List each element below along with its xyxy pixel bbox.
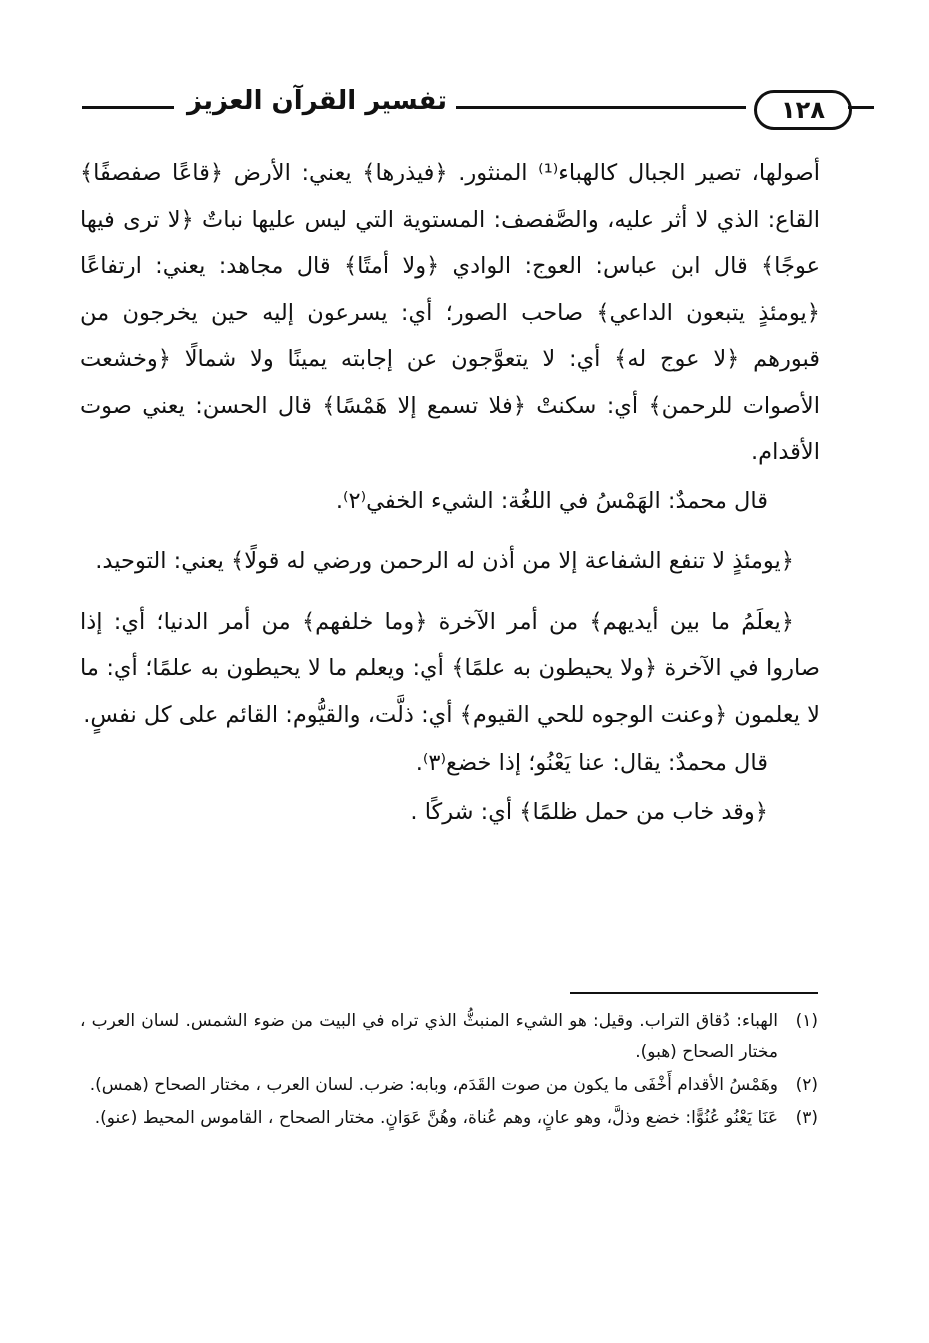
- footnote-number: (١): [795, 1011, 818, 1031]
- footnote-3: [80, 1103, 818, 1134]
- running-title: تفسير القرآن العزيز: [187, 86, 447, 116]
- footnote-text: الهباء: دُقاق التراب. وقيل: هو الشيء المنبثُّ الذي تراه في البيت من ضوء الشمس. لسان العرب ، مختار الصحاح (هبو).: [80, 1011, 778, 1062]
- header-rule-right: [848, 106, 874, 109]
- main-text: [80, 150, 820, 835]
- paragraph-3: ﴿يومئذٍ لا تنفع الشفاعة إلا من أذن له الرحمن ورضي له قولًا﴾ يعني: التوحيد.: [95, 548, 794, 574]
- paragraph-4: ﴿يعلَمُ ما بين أيديهم﴾ من أمر الآخرة ﴿وما خلفهم﴾ من أمر الدنيا؛ أي: إذا صاروا في الآخرة ﴿ولا يحيطون به علمًا﴾ أي: ويعلم ما لا يحيطون به علمًا؛ أي: ما لا يعلمون ﴿وعنت الوجوه للحي القيوم﴾ أي: ذلَّت، والقيُّوم: القائم على كل نفسٍ.: [80, 608, 820, 728]
- page-number: ١٢٨: [754, 90, 852, 130]
- footnotes: [80, 1006, 818, 1136]
- paragraph-1: أصولها، تصير الجبال كالهباء⁽¹⁾ المنثور. ﴿فيذرها﴾ يعني: الأرض ﴿قاعًا صفصفًا﴾ القاع: الذي لا أثر عليه، والصَّفصف: المستوية التي ليس عليها نباتٌ ﴿لا ترى فيها عوجًا﴾ قال ابن عباس: العوج: الوادي ﴿ولا أمتًا﴾ قال مجاهد: يعني: ارتفاعًا ﴿يومئذٍ يتبعون الداعي﴾ صاحب الصور؛ أي: يسرعون إليه حين يخرجون من قبورهم ﴿لا عوج له﴾ أي: لا يتعوَّجون عن إجابته يمينًا ولا شمالًا ﴿وخشعت الأصوات للرحمن﴾ أي: سكنتْ ﴿فلا تسمع إلا هَمْسًا﴾ قال الحسن: يعني صوت الأقدام.: [80, 160, 820, 465]
- footnote-number: (٢): [795, 1075, 818, 1095]
- paragraph-2: قال محمدٌ: الهَمْسُ في اللغُة: الشيء الخفي⁽٢⁾.: [335, 487, 768, 514]
- footnote-2: [80, 1070, 818, 1101]
- footnote-1: [80, 1006, 818, 1068]
- header-rule-left: [82, 106, 174, 109]
- page-header: [72, 82, 852, 132]
- footnote-text: عَنَا يَعْنُو عُنُوًّا: خضع وذلَّ، وهو عانٍ، وهم عُناة، وهُنَّ عَوَانٍ. مختار الصحاح ، القاموس المحيط (عنو).: [94, 1108, 778, 1128]
- header-rule-middle: [456, 106, 746, 109]
- footnote-text: وهَمْسُ الأقدام أَخْفَى ما يكون من صوت القَدَم، وبابه: ضرب. لسان العرب ، مختار الصحاح (همس).: [89, 1075, 778, 1095]
- footnote-separator: [570, 992, 818, 994]
- paragraph-6: ﴿وقد خاب من حمل ظلمًا﴾ أي: شركًا .: [410, 798, 768, 825]
- footnote-number: (٣): [795, 1108, 818, 1128]
- paragraph-5: قال محمدٌ: يقال: عنا يَعْنُو؛ إذا خضع⁽٣⁾.: [415, 750, 768, 776]
